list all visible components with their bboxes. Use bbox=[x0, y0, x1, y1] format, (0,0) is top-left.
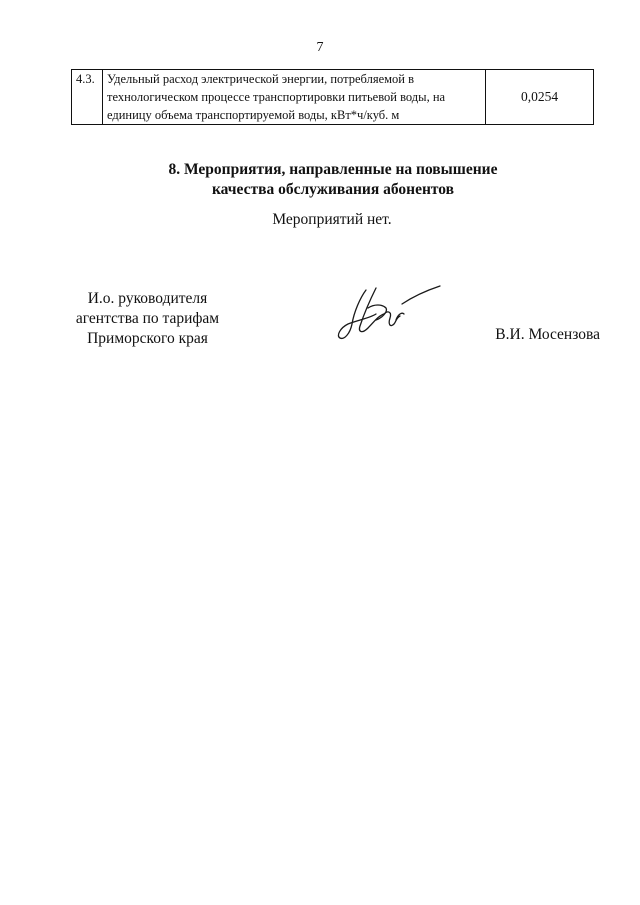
row-number: 4.3. bbox=[72, 70, 103, 125]
signer-title-line: агентства по тарифам bbox=[75, 310, 220, 327]
section-heading-line: качества обслуживания абонентов bbox=[211, 181, 455, 198]
signer-name: В.И. Мосензова bbox=[495, 326, 600, 343]
description-line: Удельный расход электрической энергии, потребляемой в bbox=[107, 72, 415, 86]
signer-title-line: И.о. руководителя bbox=[87, 290, 208, 307]
section-heading bbox=[0, 160, 640, 200]
description-line: единицу объема транспортируемой воды, кВт*ч/куб. м bbox=[107, 108, 400, 122]
page-number: 7 bbox=[316, 40, 324, 55]
description-line: технологическом процессе транспортировки питьевой воды, на bbox=[107, 90, 446, 104]
section-body: Мероприятий нет. bbox=[272, 211, 392, 228]
signer-title-line: Приморского края bbox=[87, 330, 208, 347]
handwritten-signature bbox=[330, 278, 450, 348]
section-heading-line: 8. Мероприятия, направленные на повышение bbox=[168, 161, 498, 178]
indicator-table bbox=[71, 69, 594, 125]
table-row bbox=[72, 70, 594, 125]
row-value: 0,0254 bbox=[486, 70, 594, 125]
signer-title bbox=[60, 289, 235, 349]
row-description bbox=[103, 70, 486, 125]
